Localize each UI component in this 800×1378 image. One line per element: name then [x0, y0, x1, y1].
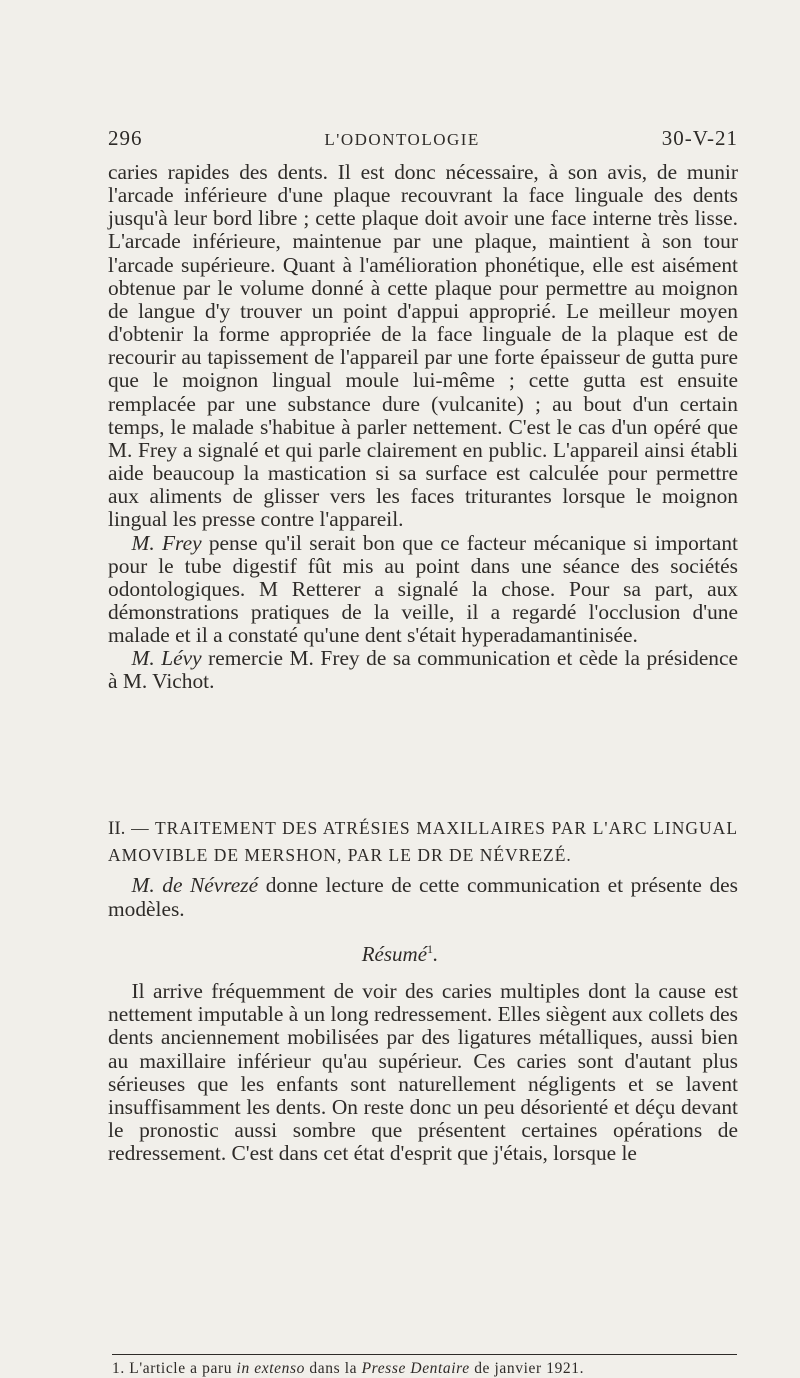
levy-paragraph [108, 647, 738, 693]
footnote-italic: Presse Dentaire [361, 1360, 470, 1377]
footnote-text: dans la [304, 1360, 362, 1377]
summary-text [108, 980, 738, 1166]
footnote-divider [112, 1354, 737, 1355]
footnote-text: L'article a paru [124, 1360, 237, 1377]
speaker-name: M. Frey [131, 530, 202, 555]
continuation-paragraph: caries rapides des dents. Il est donc nécessaire, à son avis, de munir l'arcade inférieure d'une plaque recouvrant la face linguale des dents jusqu'à leur bord libre ; cette plaque doit avoir une face interne très lisse. L'arcade inférieure, maintenue par une plaque, maintient à son tour l'arcade supérieure. Quant à l'amélioration phonétique, elle est aisément obtenue par le volume donné à cette plaque pour permettre au moignon de langue d'y trouver un point d'appui approprié. Le meilleur moyen d'obtenir la forme appropriée de la face linguale de la plaque est de recourir au tapissement de l'appareil par une forte épaisseur de gutta pure que le moignon lingual moule lui-même ; cette gutta est ensuite remplacée par une substance dure (vulcanite) ; au bout d'un certain temps, le malade s'habitue à parler nettement. C'est le cas d'un opéré que M. Frey a signalé et qui parle clairement en public. L'appareil ainsi établi aide beaucoup la mastication si sa surface est calculée pour permettre aux aliments de glisser vers les faces triturantes lorsque le moignon lingual les presse contre l'appareil. [108, 160, 738, 532]
resume-title: Résumé [361, 942, 428, 966]
paragraph-text: pense qu'il serait bon que ce facteur mécanique si important pour le tube digestif fût mis au point dans une séance des sociétés odontologiques. M Retterer a signalé la chose. Pour sa part, aux démonstrations pratiques de la veille, il a regardé l'occlusion d'une malade et il a constaté qu'une dent s'était hyperadamantinisée. [108, 530, 738, 648]
footnote-italic: in extenso [236, 1360, 305, 1377]
intro-paragraph [108, 874, 738, 921]
speaker-name: M. de Névrezé [131, 873, 259, 897]
footnote-text: de janvier 1921. [469, 1360, 585, 1377]
discussion-text [108, 161, 738, 694]
intro-text [108, 874, 738, 921]
speaker-name: M. Lévy [131, 646, 202, 671]
section-title: TRAITEMENT DES ATRÉSIES MAXILLAIRES PAR L'ARC LINGUAL AMOVIBLE DE MERSHON, PAR LE DR DE NÉVREZÉ. [108, 818, 739, 865]
footnote-number: 1. [112, 1360, 125, 1377]
frey-paragraph [108, 532, 738, 648]
footnote-reference: 1 [427, 942, 434, 956]
resume-heading [0, 942, 800, 967]
section-dash: — [125, 818, 155, 838]
footnote [112, 1360, 752, 1378]
summary-paragraph: Il arrive fréquemment de voir des caries multiples dont la cause est nettement imputable à un long redressement. Elles siègent aux collets des dents anciennement mobilisées par des ligatures métalliques, aussi bien au maxillaire inférieur qu'au supérieur. Ces caries sont d'autant plus sérieuses que les enfants sont naturellement négligents et se lavent insuffisamment les dents. On reste donc un peu désorienté et déçu devant le pronostic aussi sombre que présentent certaines opérations de redressement. C'est dans cet état d'esprit que j'étais, lorsque le [108, 979, 738, 1166]
paragraph-text: donne lecture de cette communication et présente des modèles. [108, 873, 738, 921]
paragraph-text: remercie M. Frey de sa communication et cède la présidence à M. Vichot. [108, 646, 738, 694]
resume-period: . [433, 942, 439, 966]
issue-date: 30-V-21 [661, 126, 738, 150]
journal-title: L'ODONTOLOGIE [324, 130, 480, 149]
page-number: 296 [108, 126, 143, 150]
section-number: II. [108, 818, 126, 839]
section-heading [108, 815, 738, 868]
running-header [108, 126, 738, 151]
